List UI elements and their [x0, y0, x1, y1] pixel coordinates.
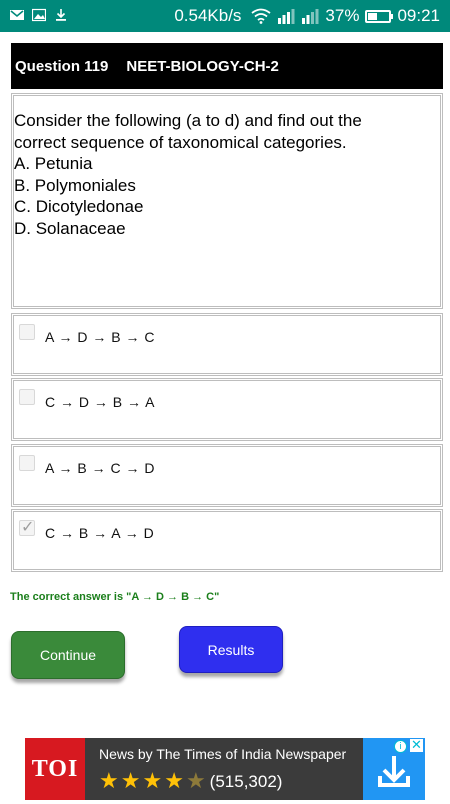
status-bar: [0, 0, 450, 32]
option-checkbox[interactable]: [19, 324, 35, 340]
option-label: C → D → B → A: [45, 394, 155, 410]
option-checkbox[interactable]: [19, 455, 35, 471]
question-line: correct sequence of taxonomical categories.: [14, 132, 347, 152]
network-speed: 0.54Kb/s: [174, 6, 242, 25]
star-icon: ★: [120, 769, 141, 794]
image-icon: [32, 8, 46, 22]
battery-icon: [365, 10, 391, 23]
status-right: [174, 6, 440, 26]
star-icon: ★: [99, 769, 119, 794]
option-checkbox[interactable]: [19, 520, 35, 536]
ad-info-icon[interactable]: i: [394, 740, 407, 753]
option-2[interactable]: [11, 378, 443, 441]
download-icon: [54, 8, 68, 22]
gmail-icon: [10, 8, 24, 22]
results-button[interactable]: Results: [179, 626, 283, 673]
question-box: [11, 93, 443, 309]
notification-icons: [10, 8, 68, 22]
correct-answer-text: The correct answer is "A → D → B → C": [10, 591, 220, 603]
ad-title: News by The Times of India Newspaper: [99, 746, 347, 762]
option-label: C → B → A → D: [45, 525, 154, 541]
question-line: B. Polymoniales: [14, 175, 136, 195]
question-header: [11, 43, 443, 89]
rating-count: (515,302): [209, 772, 283, 791]
half-star-icon: ★: [185, 769, 206, 794]
question-line: Consider the following (a to d) and find out the: [14, 111, 362, 130]
ad-close-icon[interactable]: ✕: [411, 738, 422, 753]
signal-1-icon: [277, 8, 295, 24]
star-icon: ★: [142, 769, 163, 794]
wifi-icon: [251, 8, 271, 24]
option-4[interactable]: [11, 509, 443, 572]
question-line: C. Dicotyledonae: [14, 197, 144, 216]
option-checkbox[interactable]: [19, 389, 35, 405]
toi-logo: TOI: [25, 738, 85, 800]
question-line: A. Petunia: [14, 154, 93, 173]
question-number: Question 119: [15, 57, 109, 75]
signal-2-icon: [301, 8, 319, 24]
option-label: A → B → C → D: [45, 460, 155, 476]
star-icon: ★: [164, 769, 184, 794]
option-label: A → D → B → C: [45, 329, 155, 345]
clock: 09:21: [397, 6, 440, 25]
battery-percent: 37%: [325, 6, 360, 25]
ad-rating: [99, 771, 282, 793]
question-line: D. Solanaceae: [14, 218, 126, 238]
chapter-title: NEET-BIOLOGY-CH-2: [126, 57, 279, 75]
question-text: [14, 110, 440, 239]
option-1[interactable]: [11, 313, 443, 376]
ad-banner[interactable]: [25, 738, 425, 800]
option-3[interactable]: [11, 444, 443, 507]
continue-button[interactable]: Continue: [11, 631, 125, 679]
